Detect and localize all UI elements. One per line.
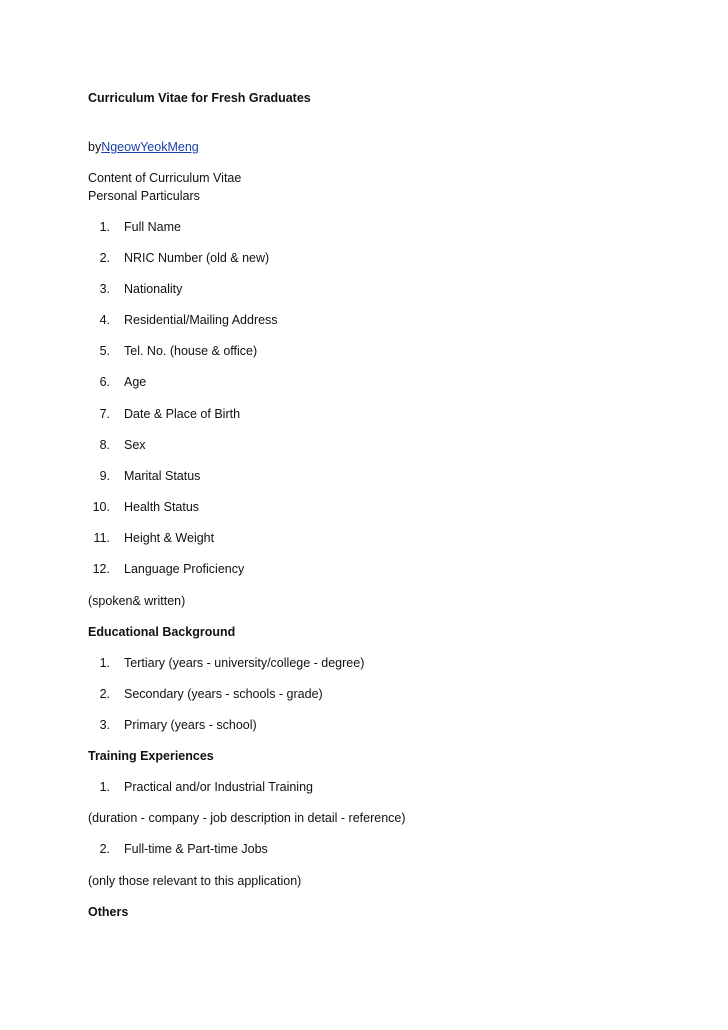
document-title: Curriculum Vitae for Fresh Graduates — [88, 91, 311, 105]
document-page: Curriculum Vitae for Fresh Graduates byNgeowYeokMeng Content of Curriculum Vitae Personal Particulars 1. Full Name 2. NRIC Number (old & new) 3. Nationality 4. Residential/Mailing Address 5. Tel. No. (house & office) 6. Age 7. Date & Place of Birth 8. Sex 9. Marital Status 10. Health Status 11. Height & Weight 12. Language Proficiency (spoken& written) Educational Background 1. Tertiary (years - university/college - degree) 2. Secondary (years - schools - grade) 3. Primary (years - school) Training Experiences 1. Practical and/or Industrial Training (duration - company - job description in detail - reference) 2. Full-time & Part-time Jobs (only those relevant to this application) Others — [88, 91, 406, 919]
author-link[interactable]: NgeowYeokMeng — [101, 140, 199, 154]
byline — [88, 139, 199, 155]
training-heading: Training Experiences — [88, 749, 214, 763]
education-heading: Educational Background — [88, 625, 236, 639]
others-heading: Others — [88, 905, 129, 919]
training-note-2: (only those relevant to this application) — [88, 874, 302, 888]
training-note-1: (duration - company - job description in detail - reference) — [88, 811, 406, 825]
content-heading: Content of Curriculum Vitae — [88, 171, 242, 185]
byline-prefix: by — [88, 140, 102, 154]
personal-note: (spoken& written) — [88, 594, 186, 608]
personal-heading: Personal Particulars — [88, 189, 200, 203]
